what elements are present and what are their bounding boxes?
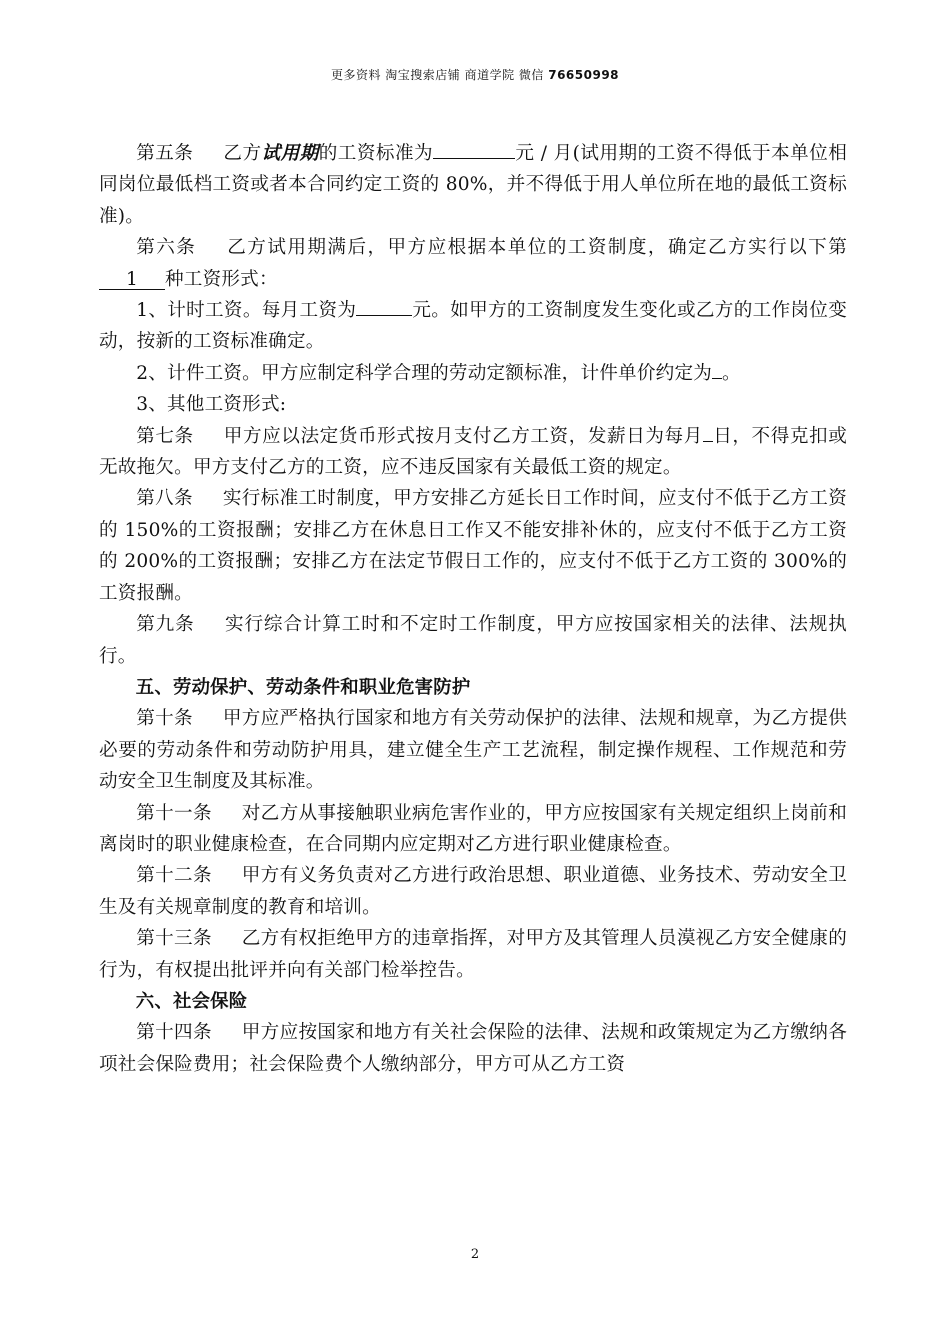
article-5: 第五条 乙方试用期的工资标准为 元 / 月(试用期的工资不得低于本单位相同岗位最低档工资或者本合同约定工资的 80%，并不得低于用人单位所在地的最低工资标准)。: [99, 143, 847, 227]
article-8: 第八条 实行标准工时制度，甲方安排乙方延长日工作时间，应支付不低于乙方工资的 150%的工资报酬；安排乙方在休息日工作又不能安排补休的，应支付不低于乙方工资的 200%的工资报酬；安排乙方在法定节假日工作的，应支付不低于乙方工资的 300%的工资报酬。: [99, 488, 847, 604]
article-11: 第十一条 对乙方从事接触职业病危害作业的，甲方应按国家有关规定组织上岗前和离岗时的职业健康检查，在合同期内应定期对乙方进行职业健康检查。: [99, 802, 847, 855]
article-8-label: 第八条: [136, 488, 193, 510]
document-body: [99, 138, 847, 1080]
probation-salary-blank[interactable]: [433, 158, 515, 159]
wage-item-1: 1、计时工资。每月工资为 元。如甲方的工资制度发生变化或乙方的工作岗位变动，按新的工资标准确定。: [99, 300, 847, 353]
article-13: 第十三条 乙方有权拒绝甲方的违章指挥，对甲方及其管理人员漠视乙方安全健康的行为，有权提出批评并向有关部门检举控告。: [99, 928, 847, 981]
article-5-label: 第五条: [136, 143, 194, 164]
wage-item-3: 3、其他工资形式:: [136, 394, 287, 416]
section-heading-5: 五、劳动保护、劳动条件和职业危害防护: [135, 676, 471, 698]
article-12: 第十二条 甲方有义务负责对乙方进行政治思想、职业道德、业务技术、劳动安全卫生及有关规章制度的教育和培训。: [99, 865, 847, 918]
page-number: 2: [470, 1247, 480, 1262]
article-9: 第九条 实行综合计算工时和不定时工作制度，甲方应按国家相关的法律、法规执行。: [99, 614, 848, 667]
article-14: 第十四条 甲方应按国家和地方有关社会保险的法律、法规和政策规定为乙方缴纳各项社会保险费用；社会保险费个人缴纳部分，甲方可从乙方工资: [99, 1022, 847, 1075]
article-11-label: 第十一条: [136, 802, 212, 824]
payday-blank[interactable]: [703, 441, 713, 442]
article-13-label: 第十三条: [136, 928, 212, 950]
wage-item-2: 2、计件工资。甲方应制定科学合理的劳动定额标准，计件单价约定为 。: [136, 362, 741, 384]
article-12-label: 第十二条: [136, 865, 212, 887]
article-7: 第七条 甲方应以法定货币形式按月支付乙方工资，发薪日为每月 日，不得克扣或无故拖欠。甲方支付乙方的工资，应不违反国家有关最低工资的规定。: [99, 425, 847, 479]
probation-emphasis: 试用期: [261, 143, 319, 164]
article-7-label: 第七条: [136, 425, 194, 447]
header-text: 更多资料 淘宝搜索店铺 商道学院 微信: [330, 68, 549, 82]
article-10: 第十条 甲方应严格执行国家和地方有关劳动保护的法律、法规和规章，为乙方提供必要的劳动条件和劳动防护用具，建立健全生产工艺流程，制定操作规程、工作规范和劳动安全卫生制度及其标准。: [99, 708, 847, 793]
section-heading-6: 六、社会保险: [135, 990, 248, 1012]
header-wechat: 76650998: [548, 68, 620, 82]
page-header: [0, 66, 950, 83]
article-14-label: 第十四条: [136, 1022, 212, 1044]
article-10-label: 第十条: [136, 708, 193, 730]
wage-form-blank[interactable]: 1: [99, 271, 165, 290]
monthly-wage-blank[interactable]: [356, 315, 412, 316]
article-6-label: 第六条: [136, 237, 197, 259]
article-6: 第六条 乙方试用期满后，甲方应根据本单位的工资制度，确定乙方实行以下第1 种工资形式：: [99, 232, 847, 295]
piece-rate-blank[interactable]: [712, 378, 722, 379]
article-9-label: 第九条: [136, 614, 195, 636]
